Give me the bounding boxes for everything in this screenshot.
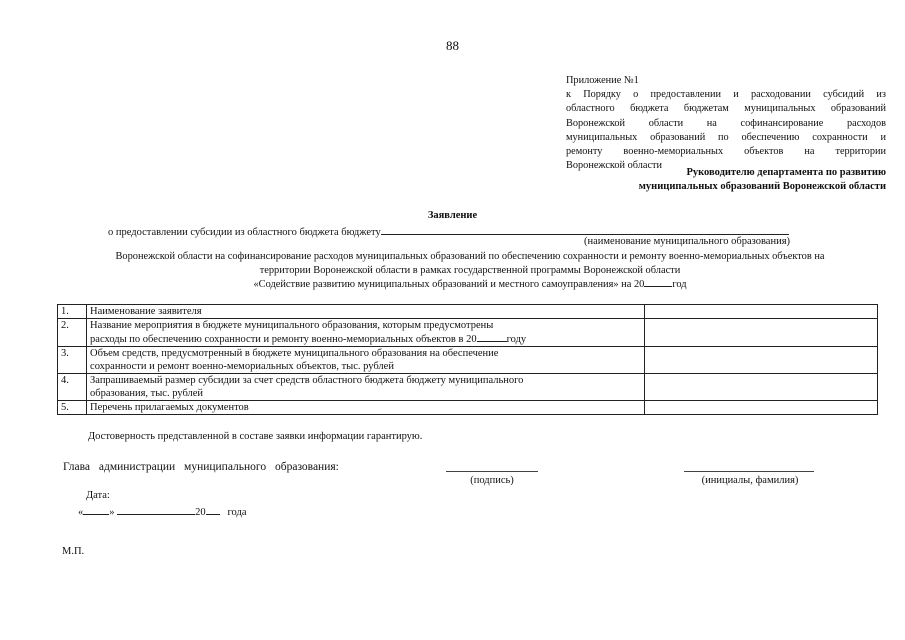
row-number: 2. [58,319,87,347]
row-number: 4. [58,374,87,401]
confirmation-text: Достоверность представленной в составе заявки информации гарантирую. [88,431,423,442]
table-row [58,347,878,374]
application-paragraph [40,250,900,292]
row-value-field[interactable] [644,374,877,401]
row-label-prefix: расходы по обеспечению сохранности и ремонту военно-мемориальных объектов в 20 [90,334,477,345]
paragraph-line [40,277,900,292]
addressee-line: муниципальных образований Воронежской области [638,181,886,192]
day-field[interactable] [83,505,109,515]
row-label: Перечень прилагаемых документов [87,401,645,415]
row-number: 5. [58,401,87,415]
appendix-block [566,74,886,173]
row-label-line: Запрашиваемый размер субсидии за счет средств областного бюджета бюджету муниципального [90,375,524,386]
row-label-suffix: году [506,334,527,345]
addressee-block [560,166,886,194]
row-label-line: Объем средств, предусмотренный в бюджете муниципального образования на обеспечение [90,348,499,359]
row-number: 1. [58,305,87,319]
row-label-line [90,332,641,346]
appendix-line: муниципальных образований по обеспечению сохранности и [566,131,886,143]
program-year-field[interactable] [644,277,672,287]
document-title: Заявление [427,210,478,221]
subsidy-prefix: о предоставлении субсидии из областного бюджета бюджету [108,227,381,238]
paragraph-line-prefix: «Содействие развитию муниципальных образований и местного самоуправления» на 20 [253,279,645,290]
page-number: 88 [446,38,459,53]
appendix-title: Приложение №1 [566,75,639,86]
date-line [78,505,247,520]
application-table [57,304,878,415]
date-close-quote: » [109,507,115,518]
row-value-field[interactable] [644,319,877,347]
row-label-line: Название мероприятия в бюджете муниципального образования, которым предусмотрены [90,320,494,331]
table-row [58,374,878,401]
row-label [87,374,645,401]
appendix-line: областного бюджета бюджетам муниципальных образований [566,103,886,115]
table-row [58,305,878,319]
name-field[interactable] [684,471,814,472]
month-field[interactable] [117,505,195,515]
table-row [58,319,878,347]
row-label-line: образования, тыс. рублей [90,388,204,399]
signature-caption: (подпись) [470,475,514,486]
row-label [87,347,645,374]
row-value-field[interactable] [644,305,877,319]
row-label-line: сохранности и ремонт военно-мемориальных объектов, тыс. рублей [90,361,394,372]
appendix-line: Воронежской области на софинансирование расходов [566,117,886,129]
year-field[interactable] [206,505,220,515]
date-year-word: года [227,507,247,518]
row-label [87,319,645,347]
date-open-quote: « [78,507,84,518]
head-of-administration-label: Глава администрации муниципального образования: [63,461,339,473]
municipality-name-field[interactable] [381,224,789,235]
date-century: 20 [195,507,206,518]
event-year-field[interactable] [477,332,507,342]
row-number: 3. [58,347,87,374]
paragraph-line: Воронежской области на софинансирование расходов муниципальных образований по обеспечению сохранности и ремонту военно-мемориальных объектов на [115,251,825,262]
addressee-line: Руководителю департамента по развитию [686,167,886,178]
municipality-hint: (наименование муниципального образования) [584,236,791,247]
table-row [58,401,878,415]
paragraph-line-suffix: год [672,279,687,290]
row-label: Наименование заявителя [87,305,645,319]
row-value-field[interactable] [644,401,877,415]
signature-field[interactable] [446,471,538,472]
name-caption: (инициалы, фамилия) [701,475,799,486]
row-value-field[interactable] [644,347,877,374]
appendix-line: Воронежской области [566,160,663,172]
appendix-line: к Порядку о предоставлении и расходовании субсидий из [566,89,886,101]
stamp-label: М.П. [62,546,85,557]
appendix-line: ремонту военно-мемориальных объектов на территории [566,146,886,158]
date-label: Дата: [86,490,110,501]
paragraph-line: территории Воронежской области в рамках государственной программы Воронежской области [259,264,681,276]
